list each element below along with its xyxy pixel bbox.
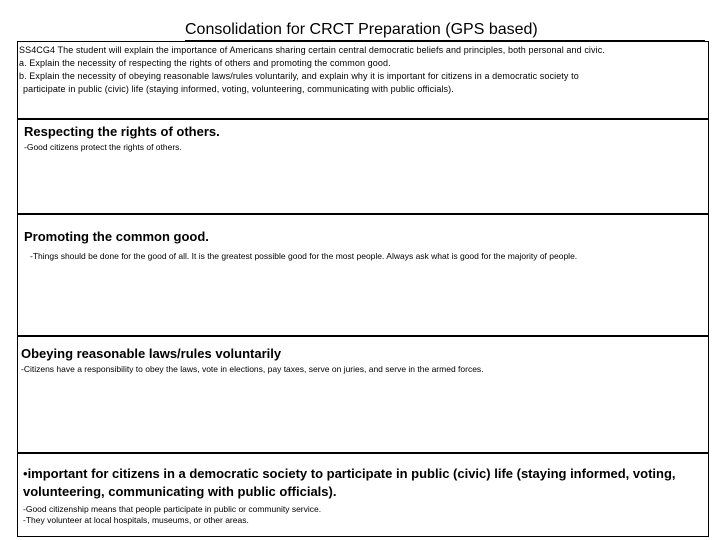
section-note: -They volunteer at local hospitals, museums, or other areas.	[23, 515, 249, 525]
section-heading: Promoting the common good.	[24, 229, 209, 244]
section-divider	[18, 118, 708, 120]
bullet-icon: •	[23, 466, 28, 481]
section-note: -Good citizens protect the rights of others.	[24, 142, 182, 152]
section-common-good	[20, 229, 706, 262]
section-heading: Obeying reasonable laws/rules voluntarily	[21, 346, 282, 361]
section-heading	[20, 465, 706, 501]
section-heading: Respecting the rights of others.	[24, 124, 220, 139]
section-divider	[18, 213, 708, 215]
standard-item-a: a. Explain the necessity of respecting the rights of others and promoting the common good.	[19, 58, 391, 68]
standard-code-line: SS4CG4 The student will explain the importance of Americans sharing certain central democratic beliefs and principles, both personal and civic.	[19, 45, 605, 55]
section-heading-text: important for citizens in a democratic society to participate in public (civic) life (staying informed, voting, volunteering, communicating with public officials).	[23, 466, 676, 499]
worksheet-frame	[17, 41, 709, 537]
standard-item-b-line1: b. Explain the necessity of obeying reasonable laws/rules voluntarily, and explain why it is important for citizens in a democratic society to	[19, 71, 579, 81]
section-divider	[18, 452, 708, 454]
section-obeying-laws	[20, 346, 706, 375]
section-civic-life	[20, 465, 706, 526]
standard-text	[19, 44, 709, 96]
page-title: Consolidation for CRCT Preparation (GPS based)	[185, 20, 705, 41]
section-note: -Good citizenship means that people participate in public or community service.	[23, 504, 322, 514]
section-respecting-rights	[20, 124, 706, 153]
section-note: -Things should be done for the good of all. It is the greatest possible good for the most people. Always ask what is good for the majority of people.	[30, 251, 578, 261]
section-divider	[18, 335, 708, 337]
standard-item-b-line2: participate in public (civic) life (staying informed, voting, volunteering, communicating with public officials).	[23, 84, 454, 94]
section-note: -Citizens have a responsibility to obey the laws, vote in elections, pay taxes, serve on juries, and serve in the armed forces.	[21, 364, 484, 374]
